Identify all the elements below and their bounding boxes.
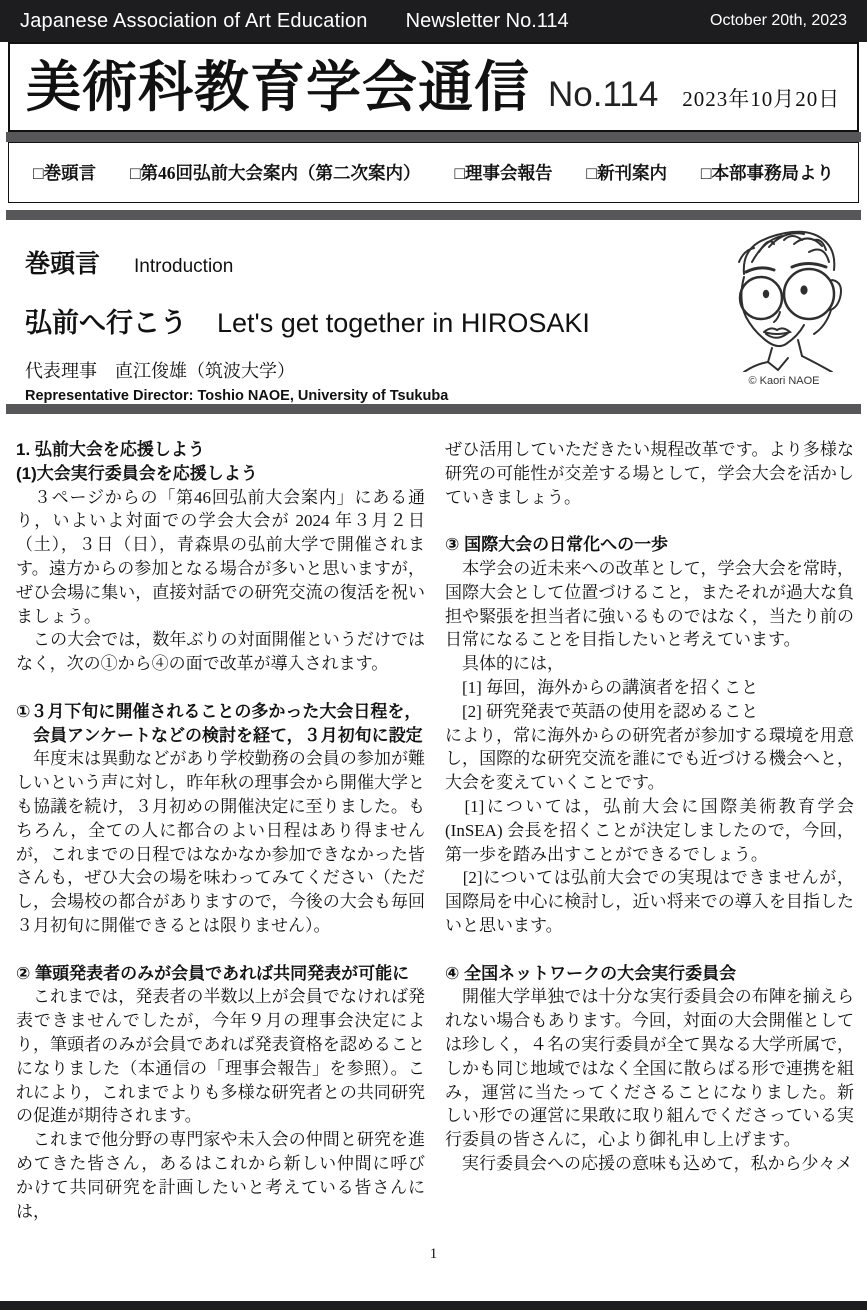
masthead-issue-number: No.114 bbox=[548, 75, 659, 114]
body-paragraph bbox=[445, 509, 854, 533]
article-title-jp: 弘前へ行こう bbox=[25, 308, 187, 338]
body-column-left bbox=[16, 438, 425, 1223]
body-heading: 1. 弘前大会を応援しよう bbox=[16, 440, 205, 459]
nav-item-foreword: □巻頭言 bbox=[33, 163, 97, 183]
body-heading: ③ 国際大会の日常化への一歩 bbox=[445, 535, 669, 555]
body-paragraph bbox=[445, 938, 854, 962]
newsletter-number: Newsletter No.114 bbox=[405, 9, 569, 32]
section-title-en: Introduction bbox=[134, 256, 234, 277]
divider-bar-top bbox=[6, 132, 861, 142]
body-paragraph: 年度末は異動などがあり学校勤務の会員の参加が難しいという声に対し，昨年秋の理事会から開催大学とも協議を続け，３月初めの開催決定に至りました。もちろん，全ての人に都合のよい日程はあり得ませんが，これまでの日程ではなかなか参加できなかった皆さんも，ぜひ大会の場を味わってみてください（ただし，会場校の都合がありますので，今後の大会も毎回３月初旬に開催できるとは限りません）。 bbox=[16, 749, 425, 935]
contents-nav bbox=[8, 142, 859, 203]
body-heading: 会員アンケートなどの検討を経て，３月初旬に設定 bbox=[16, 725, 423, 745]
body-paragraph: [1] 毎回，海外からの講演者を招くこと bbox=[445, 677, 759, 697]
masthead-title: 美術科教育学会通信 bbox=[26, 57, 531, 118]
body-paragraph: この大会では，数年ぶりの対面開催というだけではなく，次の①から④の面で改革が導入されます。 bbox=[16, 630, 425, 674]
masthead-box bbox=[8, 42, 859, 132]
issue-date-english: October 20th, 2023 bbox=[710, 12, 847, 29]
author-line-en: Representative Director: Toshio NAOE, University of Tsukuba bbox=[25, 388, 449, 404]
body-heading: (1)大会実行委員会を応援しよう bbox=[16, 463, 258, 483]
masthead-date: 2023年10月20日 bbox=[682, 87, 841, 111]
author-line-jp: 代表理事 直江俊雄（筑波大学） bbox=[25, 361, 295, 381]
body-paragraph: [2] 研究発表で英語の使用を認めること bbox=[445, 701, 759, 721]
body-heading: ①３月下旬に開催されることの多かった大会日程を， bbox=[16, 701, 422, 721]
portrait-credit: © Kaori NAOE bbox=[748, 375, 820, 387]
divider-bar-under-nav bbox=[6, 210, 861, 220]
body-paragraph: これまでは，発表者の半数以上が会員でなければ発表できませんでしたが，今年９月の理事会決定により，筆頭者のみが会員であれば発表資格を認めることになりました（本通信の「理事会報告」を参照）。これにより，これまでよりも多様な研究者との共同研究の促進が期待されます。 bbox=[16, 987, 425, 1126]
portrait-illustration-icon bbox=[713, 222, 855, 372]
nav-item-head-office: □本部事務局より bbox=[700, 163, 834, 183]
bottom-bar bbox=[0, 1301, 867, 1310]
body-paragraph: 具体的には， bbox=[445, 654, 564, 674]
body-paragraph: これまで他分野の専門家や未入会の仲間と研究を進めてきた皆さん，あるはこれから新しい仲間に呼びかけて共同研究を計画したいと考えている皆さんには， bbox=[16, 1130, 425, 1221]
nav-item-new-publications: □新刊案内 bbox=[586, 163, 667, 183]
article-header bbox=[0, 220, 867, 404]
divider-bar-under-header bbox=[6, 404, 861, 414]
body-paragraph: 本学会の近未来への改革として，学会大会を常時，国際大会として位置づけること，またそれが過大な負担や緊張を担当者に強いるものではなく，当たり前の日常になることを目指したいと考えています。 bbox=[445, 558, 854, 650]
body-paragraph: 実行委員会への応援の意味も込めて，私から少々メ bbox=[445, 1153, 853, 1173]
body-heading: ④ 全国ネットワークの大会実行委員会 bbox=[445, 963, 737, 983]
body-paragraph: [1]については，弘前大会に国際美術教育学会 (InSEA) 会長を招くことが決定しましたので，今回，第一歩を踏み出すことができるでしょう。 bbox=[445, 796, 854, 864]
body-paragraph: 開催大学単独では十分な実行委員会の布陣を揃えられない場合もあります。今回，対面の大会開催としては珍しく，４名の実行委員が全て異なる大学所属で，しかも同じ地域ではなく全国に散らばる形で連携を組み，運営に当たってくださることになりました。新しい形での運営に果敢に取り組んでくださっている実行委員の皆さんに，心より御礼申し上げます。 bbox=[445, 987, 854, 1150]
article-body bbox=[0, 414, 867, 1223]
top-meta-bar bbox=[0, 0, 867, 42]
body-column-right bbox=[445, 438, 854, 1223]
body-paragraph: ぜひ活用していただきたい規程改革です。より多様な研究の可能性が交差する場として，学会大会を活かしていきましょう。 bbox=[445, 440, 854, 507]
association-name: Japanese Association of Art Education bbox=[20, 9, 368, 32]
body-paragraph bbox=[16, 938, 425, 962]
section-title-jp: 巻頭言 bbox=[25, 250, 101, 278]
body-paragraph bbox=[16, 676, 425, 700]
body-heading: ② 筆頭発表者のみが会員であれば共同発表が可能に bbox=[16, 963, 410, 983]
body-paragraph: ３ページからの「第46回弘前大会案内」にある通り，いよいよ対面での学会大会が 2024 年３月２日（土），３日（日），青森県の弘前大学で開催されます。遠方からの参加となる場合が多いと思いますが，ぜひ会場に集い，直接対話での研究交流の復活を祝いましょう。 bbox=[16, 487, 425, 626]
body-paragraph: [2]については弘前大会での実現はできませんが，国際局を中心に検討し，近い将来での導入を目指したいと思います。 bbox=[445, 868, 854, 935]
article-title-en: Let's get together in HIROSAKI bbox=[217, 308, 590, 338]
nav-item-board-report: □理事会報告 bbox=[454, 163, 553, 183]
body-paragraph: により，常に海外からの研究者が参加する環境を用意し，国際的な研究交流を誰にでも近づける機会へと，大会を変えていくことです。 bbox=[445, 725, 854, 793]
page-number: 1 bbox=[429, 1246, 438, 1262]
nav-item-conference-guide: □第46回弘前大会案内（第二次案内） bbox=[129, 163, 421, 183]
author-portrait bbox=[709, 222, 859, 387]
